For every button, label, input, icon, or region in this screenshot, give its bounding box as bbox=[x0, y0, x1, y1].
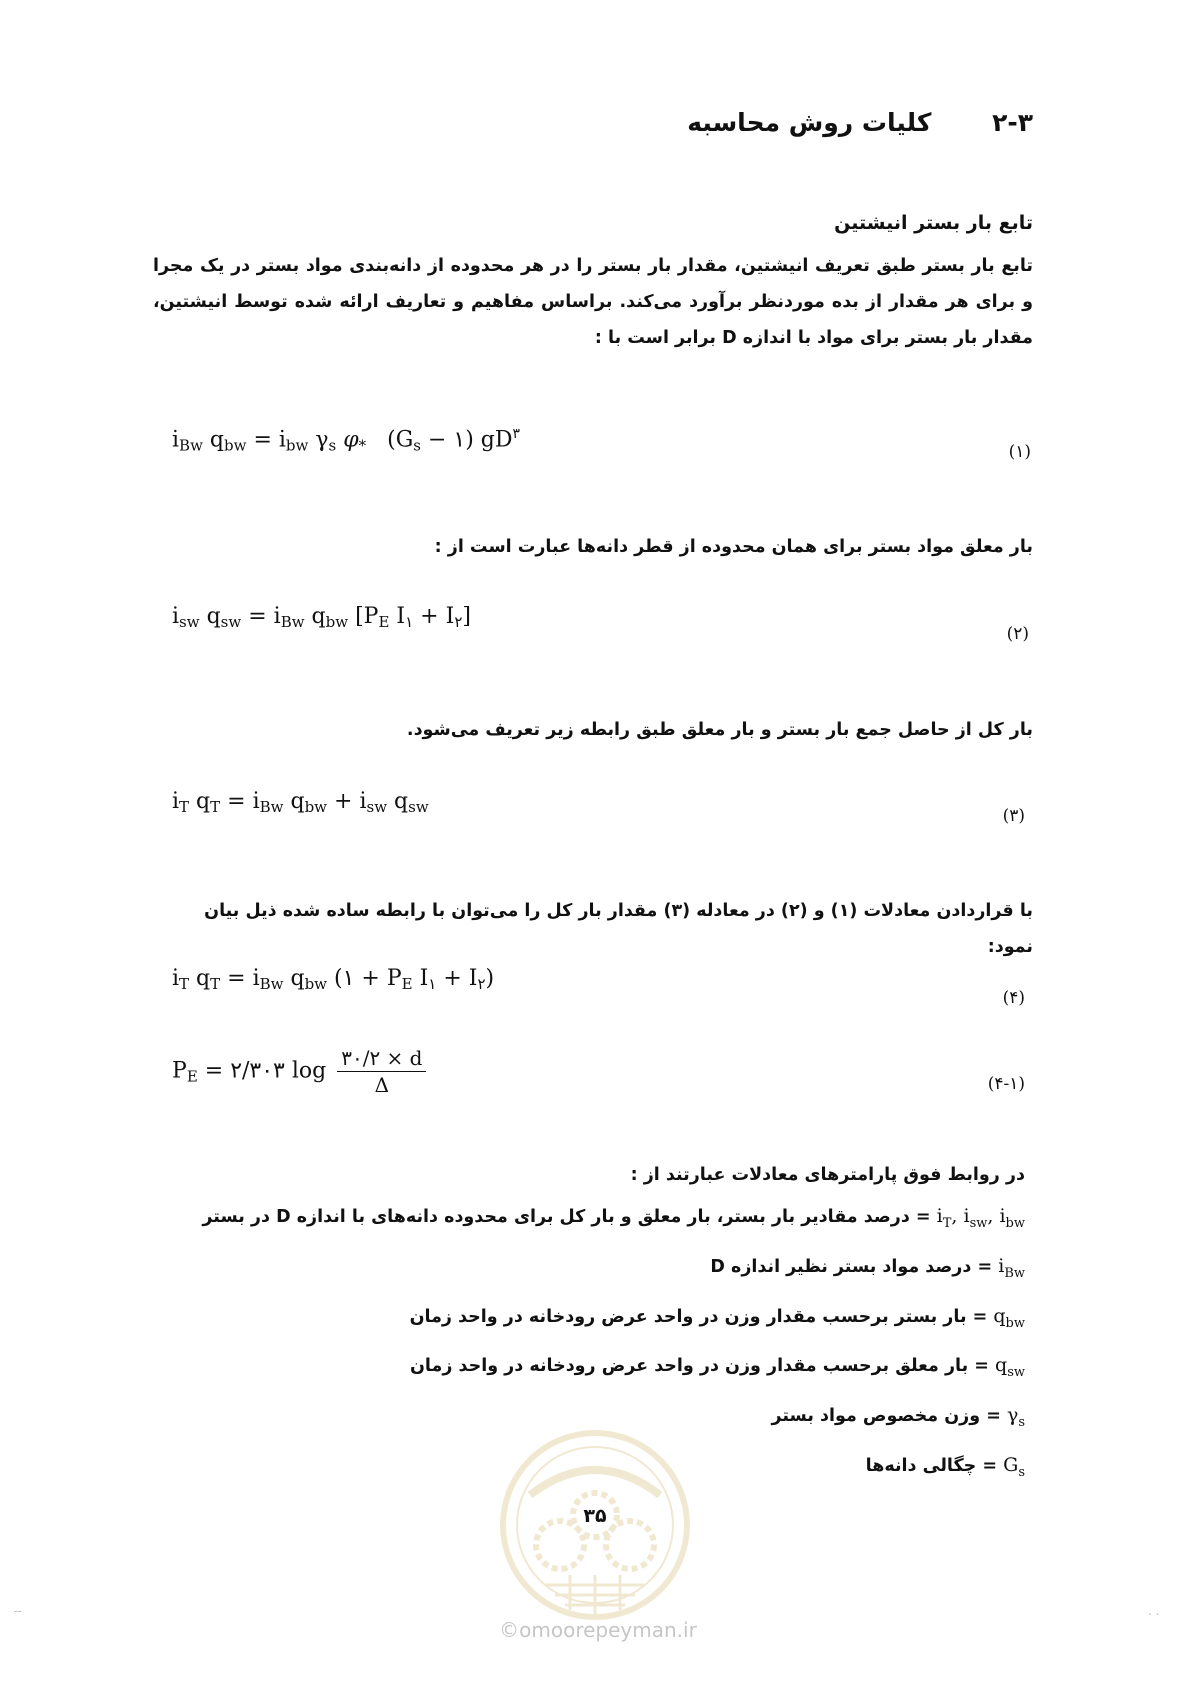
equation-4-1: $P_E$ = ۲/۳۰۳ log $\frac{۳۰/۲ \times d}{\Delta}$ bbox=[172, 1046, 426, 1097]
total-load-paragraph: بار کل از حاصل جمع بار بستر و بار معلق طبق رابطه زیر تعریف می‌شود. bbox=[406, 720, 1033, 740]
substitution-paragraph: با قراردادن معادلات (۱) و (۲) در معادله (۳) مقدار بار کل را می‌توان با رابطه ساده شده ذیل بیان نمود: bbox=[204, 901, 1033, 957]
equation-1: $i_{Bw}$ $q_{bw} = i_{bw}$ $\gamma_s$ $\varphi_*$ ($G_s$ − ۱) $gD^۳$ bbox=[172, 426, 521, 455]
fraction-numerator: ۳۰/۲ × d bbox=[337, 1046, 426, 1072]
page-number: ۳۵ bbox=[583, 1505, 607, 1527]
definition-item: $q_{bw}$ = بار بستر برحسب مقدار وزن در واحد عرض رودخانه در واحد زمان bbox=[409, 1304, 1025, 1331]
section-title: کلیات روش محاسبه bbox=[687, 108, 932, 137]
definitions-intro: در روابط فوق پارامترهای معادلات عبارتند از : bbox=[630, 1165, 1025, 1185]
equation-2: $i_{sw}$ $q_{sw} = i_{Bw}$ $q_{bw}$ [$P_E$ $I_۱ + I_۲$] bbox=[172, 604, 471, 631]
watermark bbox=[478, 1618, 718, 1642]
definition-item: $\gamma_s$ = وزن مخصوص مواد بستر bbox=[771, 1404, 1025, 1430]
definition-item: $q_{sw}$ = بار معلق برحسب مقدار وزن در واحد عرض رودخانه در واحد زمان bbox=[409, 1354, 1025, 1381]
right-margin-mark: . . bbox=[1148, 1604, 1160, 1618]
subheading: تابع بار بستر انیشتین bbox=[834, 212, 1033, 234]
equation-4-1-number: (۴-۱) bbox=[987, 1074, 1025, 1094]
section-heading bbox=[333, 108, 1033, 137]
equation-4: $i_T$ $q_T = i_{Bw}$ $q_{bw}$ (۱ + $P_E$ $I_۱ + I_۲$) bbox=[172, 966, 495, 993]
fraction-denominator: Δ bbox=[374, 1073, 390, 1097]
intro-paragraph: تابع بار بستر طبق تعریف انیشتین، مقدار بار بستر را در هر محدوده از دانه‌بندی مواد بستر در یک مجرا و برای هر مقدار از بده موردنظر برآورد می‌کند. براساس مفاهیم و تعاریف ارائه شده توسط انیشتین، مقدار بار بستر برای مواد با اندازه D برابر است با : bbox=[153, 256, 1033, 348]
equation-2-number: (۲) bbox=[1006, 624, 1029, 644]
definition-item: $G_s$ = چگالی دانه‌ها bbox=[865, 1453, 1025, 1480]
section-number: ۲-۳ bbox=[992, 108, 1033, 137]
definition-item: $i_{Bw}$ = درصد مواد بستر نظیر اندازه D bbox=[710, 1254, 1025, 1281]
watermark-copyright-icon: © bbox=[499, 1618, 520, 1642]
watermark-text: omoorepeyman.ir bbox=[519, 1618, 697, 1642]
definition-item: $i_T$, $i_{sw}$, $i_{bw}$ = درصد مقادیر بار بستر، بار معلق و بار کل برای محدوده دانه‌های با اندازه D در بستر bbox=[202, 1205, 1025, 1231]
log-fraction bbox=[337, 1046, 426, 1097]
left-margin-mark: -- bbox=[14, 1604, 23, 1618]
suspended-load-paragraph: بار معلق مواد بستر برای همان محدوده از قطر دانه‌ها عبارت است از : bbox=[434, 537, 1033, 557]
equation-3: $i_T$ $q_T = i_{Bw}$ $q_{bw} + i_{sw}$ $q_{sw}$ bbox=[172, 789, 429, 816]
equation-4-number: (۴) bbox=[1002, 988, 1025, 1008]
equation-1-number: (۱) bbox=[1008, 442, 1031, 462]
equation-3-number: (۳) bbox=[1002, 806, 1025, 826]
pe-coefficient: ۲/۳۰۳ bbox=[230, 1058, 285, 1084]
